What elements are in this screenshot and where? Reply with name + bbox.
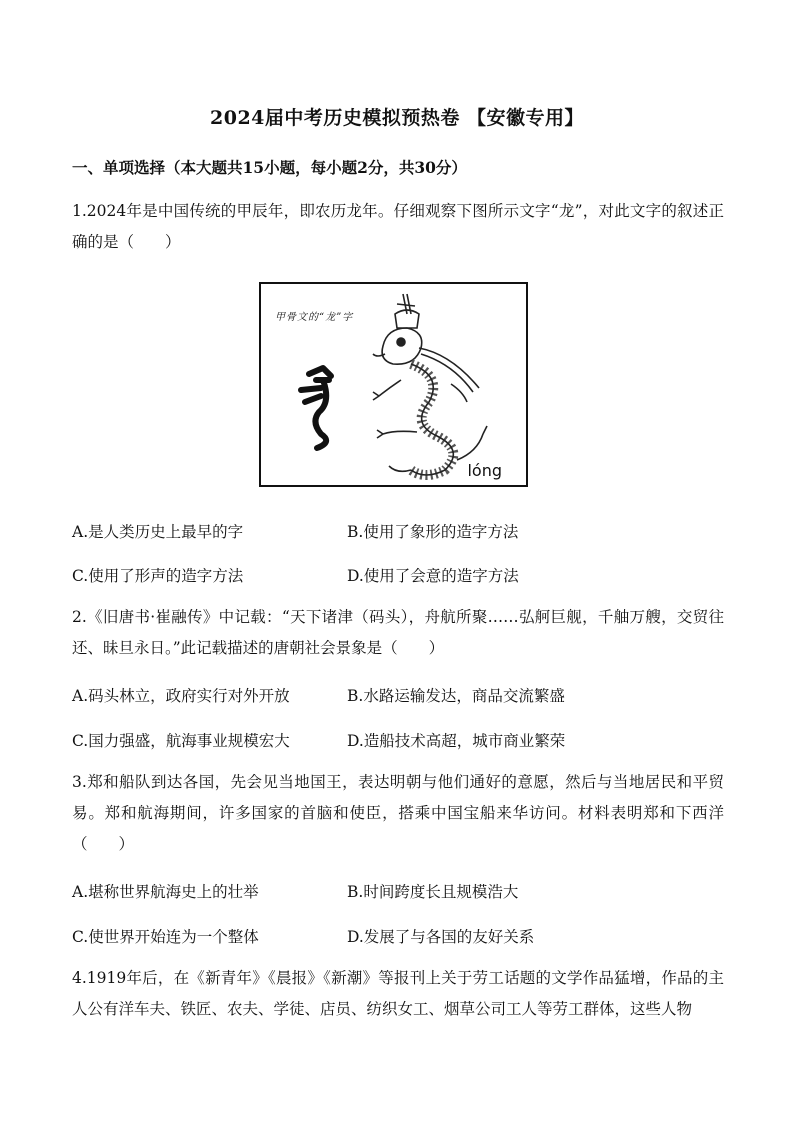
question-1-stem: 1.2024年是中国传统的甲辰年，即农历龙年。仔细观察下图所示文字“龙”，对此文字的叙述正确的是（ ） <box>72 202 724 251</box>
q3-option-d: D.发展了与各国的友好关系 <box>347 928 535 946</box>
q1-option-c: C.使用了形声的造字方法 <box>72 567 244 585</box>
question-2-stem: 2.《旧唐书·崔融传》中记载：“天下诸津（码头），舟航所聚……弘舸巨舰，千舳万艘，交贸往还、昧旦永日。”此记载描述的唐朝社会景象是（ ） <box>72 608 724 657</box>
exam-title: 2024届中考历史模拟预热卷 【安徽专用】 <box>210 107 584 129</box>
q3-option-b: B.时间跨度长且规模浩大 <box>347 883 519 901</box>
q2-option-a: A.码头林立，政府实行对外开放 <box>72 687 290 705</box>
question-4-stem: 4.1919年后，在《新青年》《晨报》《新潮》等报刊上关于劳工话题的文学作品猛增，作品的主人公有洋车夫、铁匠、农夫、学徒、店员、纺织女工、烟草公司工人等劳工群体，这些人物 <box>72 969 724 1018</box>
figure-caption: 甲骨文的“龙”字 <box>275 312 354 323</box>
dragon-oracle-figure <box>259 282 528 487</box>
q3-option-a: A.堪称世界航海史上的壮举 <box>72 883 259 901</box>
q2-option-b: B.水路运输发达，商品交流繁盛 <box>347 687 565 705</box>
question-3-stem: 3.郑和船队到达各国，先会见当地国王，表达明朝与他们通好的意愿，然后与当地居民和平贸易。郑和航海期间，许多国家的首脑和使臣，搭乘中国宝船来华访问。材料表明郑和下西洋（ ） <box>72 773 724 853</box>
figure-pinyin: lóng <box>467 461 502 480</box>
q3-option-c: C.使世界开始连为一个整体 <box>72 928 259 946</box>
q1-option-a: A.是人类历史上最早的字 <box>72 523 244 541</box>
dragon-illustration <box>261 284 526 485</box>
q2-option-d: D.造船技术高超，城市商业繁荣 <box>347 732 566 750</box>
q2-option-c: C.国力强盛，航海事业规模宏大 <box>72 732 290 750</box>
q1-option-d: D.使用了会意的造字方法 <box>347 567 519 585</box>
section-heading: 一、单项选择（本大题共15小题，每小题2分，共30分） <box>72 158 467 177</box>
dragon-drawing <box>373 294 487 475</box>
oracle-dragon-glyph <box>301 368 331 448</box>
q1-option-b: B.使用了象形的造字方法 <box>347 523 519 541</box>
